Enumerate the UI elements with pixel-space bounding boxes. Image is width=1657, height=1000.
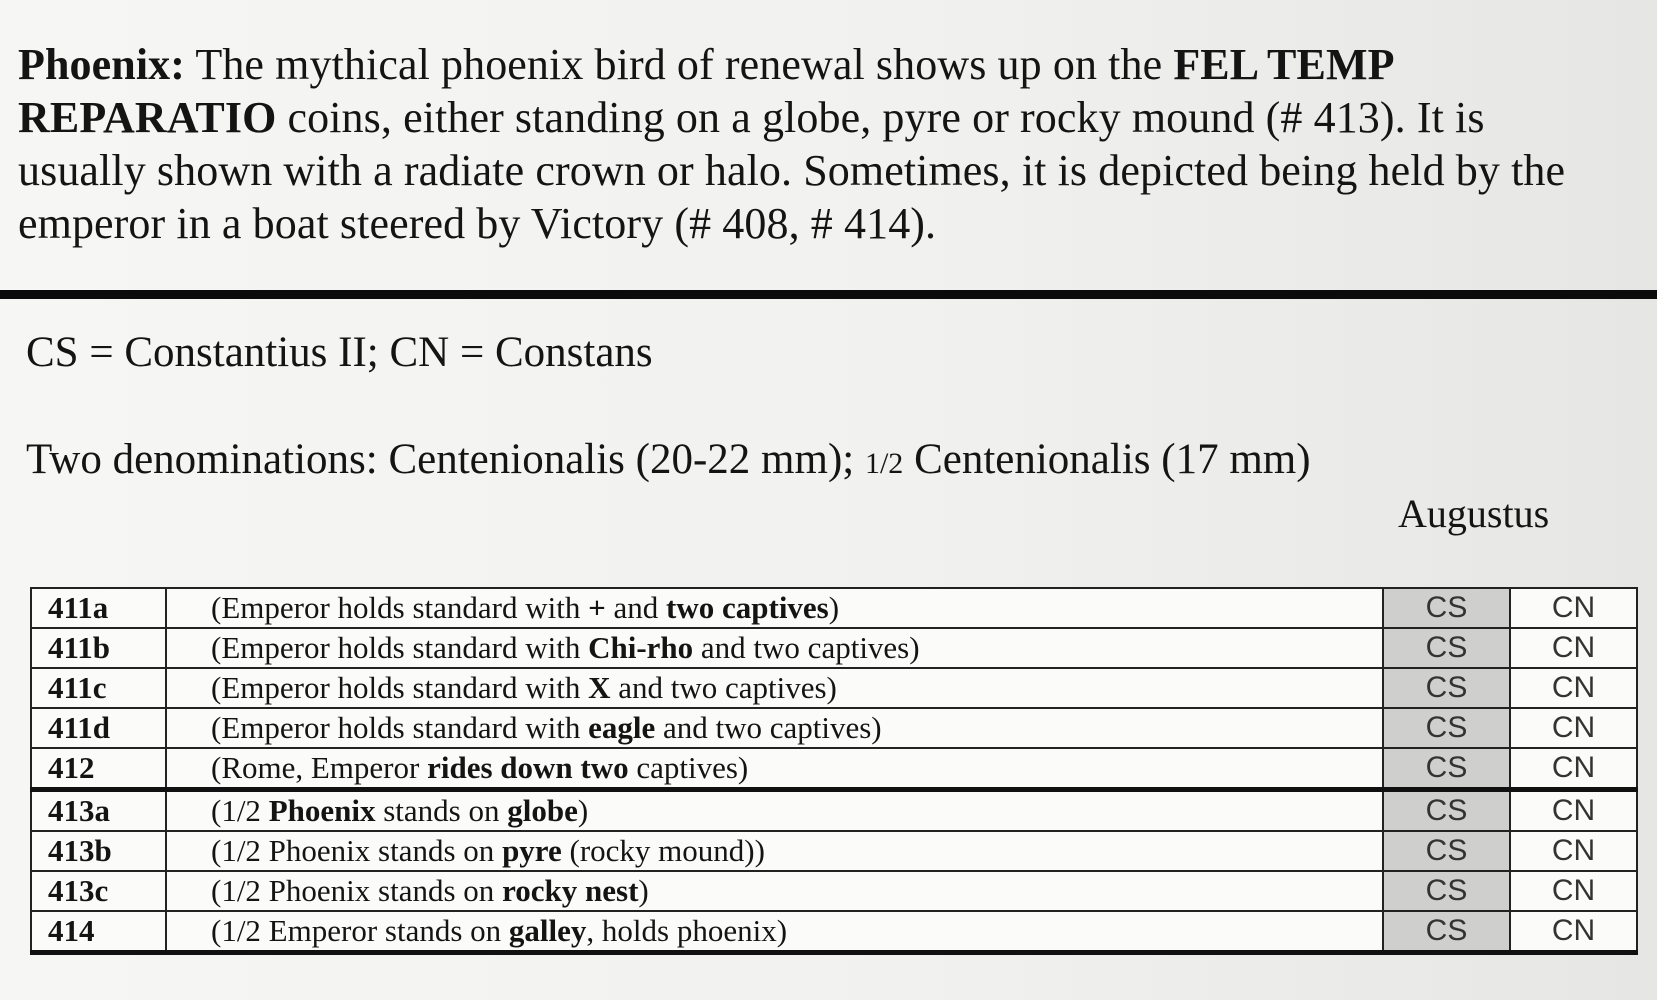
desc-part: )	[577, 793, 589, 828]
cs-cell: CS	[1383, 790, 1510, 832]
row-number: 413b	[31, 831, 166, 871]
cs-cell: CS	[1383, 871, 1510, 911]
row-number: 411a	[31, 588, 166, 628]
desc-part: and two captives)	[610, 670, 837, 705]
cn-cell: CN	[1510, 588, 1637, 628]
cn-cell: CN	[1510, 871, 1637, 911]
desc-part: (Emperor holds standard with	[211, 590, 589, 625]
section-divider	[0, 290, 1657, 299]
desc-part: (Emperor holds standard with	[211, 710, 589, 745]
desc-part: stands on	[375, 793, 508, 828]
desc-part: captives)	[628, 750, 749, 785]
cs-cell: CS	[1383, 668, 1510, 708]
intro-legend-name: FEL TEMP REPARATIO	[18, 40, 1393, 142]
desc-part: and two captives)	[693, 630, 920, 665]
cs-cell: CS	[1383, 628, 1510, 668]
desc-bold: Phoenix	[268, 793, 376, 828]
desc-bold: rocky nest	[502, 873, 639, 908]
denominations-half: 1/2	[864, 447, 904, 480]
cn-cell: CN	[1510, 748, 1637, 790]
desc-part: and	[605, 590, 667, 625]
row-number: 412	[31, 748, 166, 790]
abbreviation-legend: CS = Constantius II; CN = Constans	[26, 329, 653, 376]
row-number: 411c	[31, 668, 166, 708]
row-number: 413a	[31, 790, 166, 832]
intro-paragraph	[18, 38, 1598, 250]
denominations-prefix: Two denominations: Centenionalis (20-22 mm);	[26, 436, 865, 483]
cs-cell: CS	[1383, 831, 1510, 871]
cn-cell: CN	[1510, 831, 1637, 871]
desc-part: (Emperor holds standard with	[211, 630, 589, 665]
table-row	[31, 748, 1637, 790]
table-row	[31, 911, 1637, 953]
intro-text-a: The mythical phoenix bird of renewal shows up on the	[185, 40, 1174, 89]
cn-cell: CN	[1510, 668, 1637, 708]
row-description	[166, 871, 1383, 911]
row-description	[166, 831, 1383, 871]
desc-bold: galley	[508, 913, 587, 948]
desc-part: (1/2 Emperor stands on	[211, 913, 509, 948]
row-number: 414	[31, 911, 166, 953]
cn-cell: CN	[1510, 708, 1637, 748]
cs-cell: CS	[1383, 911, 1510, 953]
coin-table	[30, 587, 1638, 955]
desc-bold: pyre	[502, 833, 562, 868]
row-number: 413c	[31, 871, 166, 911]
row-description	[166, 790, 1383, 832]
row-description	[166, 628, 1383, 668]
row-description	[166, 588, 1383, 628]
row-description	[166, 708, 1383, 748]
table-row	[31, 871, 1637, 911]
desc-bold: X	[588, 670, 611, 705]
table-row	[31, 831, 1637, 871]
desc-part: (rocky mound))	[561, 833, 765, 868]
desc-part: and two captives)	[655, 710, 882, 745]
row-description	[166, 748, 1383, 790]
table-row	[31, 708, 1637, 748]
desc-part: , holds phoenix)	[586, 913, 788, 948]
table-row	[31, 790, 1637, 832]
denominations-line	[26, 435, 1311, 484]
desc-bold: rides down two	[427, 750, 629, 785]
desc-part: )	[638, 873, 649, 908]
table-row	[31, 628, 1637, 668]
desc-part: (1/2	[211, 793, 269, 828]
cs-cell: CS	[1383, 708, 1510, 748]
cs-cell: CS	[1383, 748, 1510, 790]
cn-cell: CN	[1510, 911, 1637, 953]
desc-bold: eagle	[588, 710, 656, 745]
desc-part: (1/2 Phoenix stands on	[211, 873, 503, 908]
cn-cell: CN	[1510, 790, 1637, 832]
desc-bold: globe	[507, 793, 578, 828]
desc-part: (1/2 Phoenix stands on	[211, 833, 503, 868]
table-row	[31, 668, 1637, 708]
row-description	[166, 668, 1383, 708]
intro-text-b: coins, either standing on a globe, pyre or rocky mound (# 413). It is usually shown with a radiate crown or halo. Sometimes, it is depicted being held by the emperor in a boat steered by Victory (# 408, # 414).	[18, 93, 1566, 248]
row-number: 411d	[31, 708, 166, 748]
cs-cell: CS	[1383, 588, 1510, 628]
desc-part: )	[828, 590, 840, 625]
desc-bold: two captives	[666, 590, 829, 625]
row-number: 411b	[31, 628, 166, 668]
denominations-suffix: Centenionalis (17 mm)	[903, 436, 1311, 483]
row-description	[166, 911, 1383, 953]
intro-term: Phoenix:	[18, 40, 186, 89]
desc-bold: +	[588, 590, 606, 625]
cn-cell: CN	[1510, 628, 1637, 668]
table-row	[31, 588, 1637, 628]
desc-part: (Emperor holds standard with	[211, 670, 589, 705]
augustus-column-header: Augustus	[1398, 491, 1550, 536]
desc-part: (Rome, Emperor	[211, 750, 428, 785]
desc-bold: Chi-rho	[588, 630, 694, 665]
